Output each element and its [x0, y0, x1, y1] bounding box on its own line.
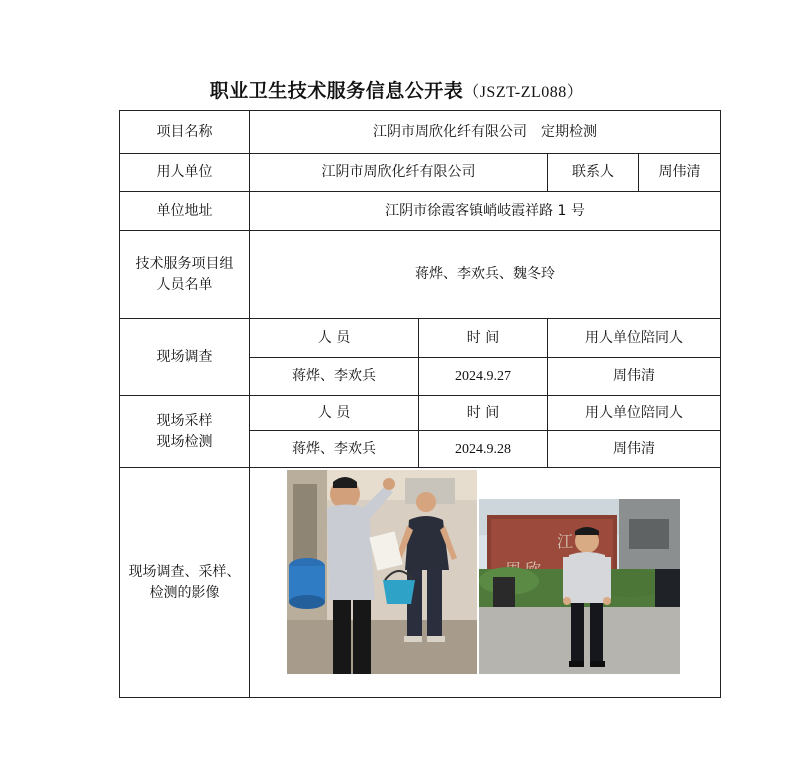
page-title — [0, 76, 793, 103]
photo-gallery — [250, 469, 720, 697]
row-images — [120, 468, 721, 698]
contact-value: 周伟清 — [639, 154, 721, 192]
project-value: 江阴市周欣化纤有限公司 定期检测 — [250, 111, 721, 154]
sampling-people: 蒋烨、李欢兵 — [250, 431, 419, 468]
sampling-date: 2024.9.28 — [419, 431, 548, 468]
sign-char-1: 江 — [557, 531, 574, 551]
survey-header-escort: 用人单位陪同人 — [548, 319, 721, 358]
images-label — [120, 468, 250, 698]
row-employer — [120, 154, 721, 192]
survey-people: 蒋烨、李欢兵 — [250, 358, 419, 396]
team-value: 蒋烨、李欢兵、魏冬玲 — [250, 231, 721, 319]
title-code: （JSZT-ZL088） — [463, 84, 584, 101]
employer-value: 江阴市周欣化纤有限公司 — [250, 154, 548, 192]
survey-escort: 周伟清 — [548, 358, 721, 396]
sampling-header-time: 时 间 — [419, 396, 548, 431]
row-sampling-header — [120, 396, 721, 431]
title-main: 职业卫生技术服务信息公开表 — [209, 80, 464, 102]
site-survey-photo-drawing — [287, 470, 477, 674]
site-survey-photo — [287, 470, 477, 674]
survey-header-people: 人 员 — [250, 319, 419, 358]
row-project — [120, 111, 721, 154]
survey-label: 现场调查 — [120, 319, 250, 396]
row-survey-header — [120, 319, 721, 358]
contact-label: 联系人 — [548, 154, 639, 192]
address-value: 江阴市徐霞客镇峭岐霞祥路 1 号 — [250, 192, 721, 231]
images-label-line2: 检测的影像 — [149, 584, 220, 601]
team-label — [120, 231, 250, 319]
employer-label: 用人单位 — [120, 154, 250, 192]
row-address — [120, 192, 721, 231]
site-sampling-photo-drawing — [479, 499, 680, 674]
survey-date: 2024.9.27 — [419, 358, 548, 396]
team-label-line1: 技术服务项目组 — [135, 255, 234, 272]
sampling-header-escort: 用人单位陪同人 — [548, 396, 721, 431]
info-table — [119, 110, 721, 698]
images-cell — [250, 468, 721, 698]
images-label-line1: 现场调查、采样、 — [128, 563, 241, 580]
sampling-escort: 周伟清 — [548, 431, 721, 468]
row-team — [120, 231, 721, 319]
site-sampling-photo — [479, 499, 680, 674]
sampling-header-people: 人 员 — [250, 396, 419, 431]
sampling-label-line1: 现场采样 — [156, 412, 213, 429]
team-label-line2: 人员名单 — [156, 276, 213, 293]
sampling-label — [120, 396, 250, 468]
project-label: 项目名称 — [120, 111, 250, 154]
address-label: 单位地址 — [120, 192, 250, 231]
survey-header-time: 时 间 — [419, 319, 548, 358]
sampling-label-line2: 现场检测 — [156, 433, 213, 450]
